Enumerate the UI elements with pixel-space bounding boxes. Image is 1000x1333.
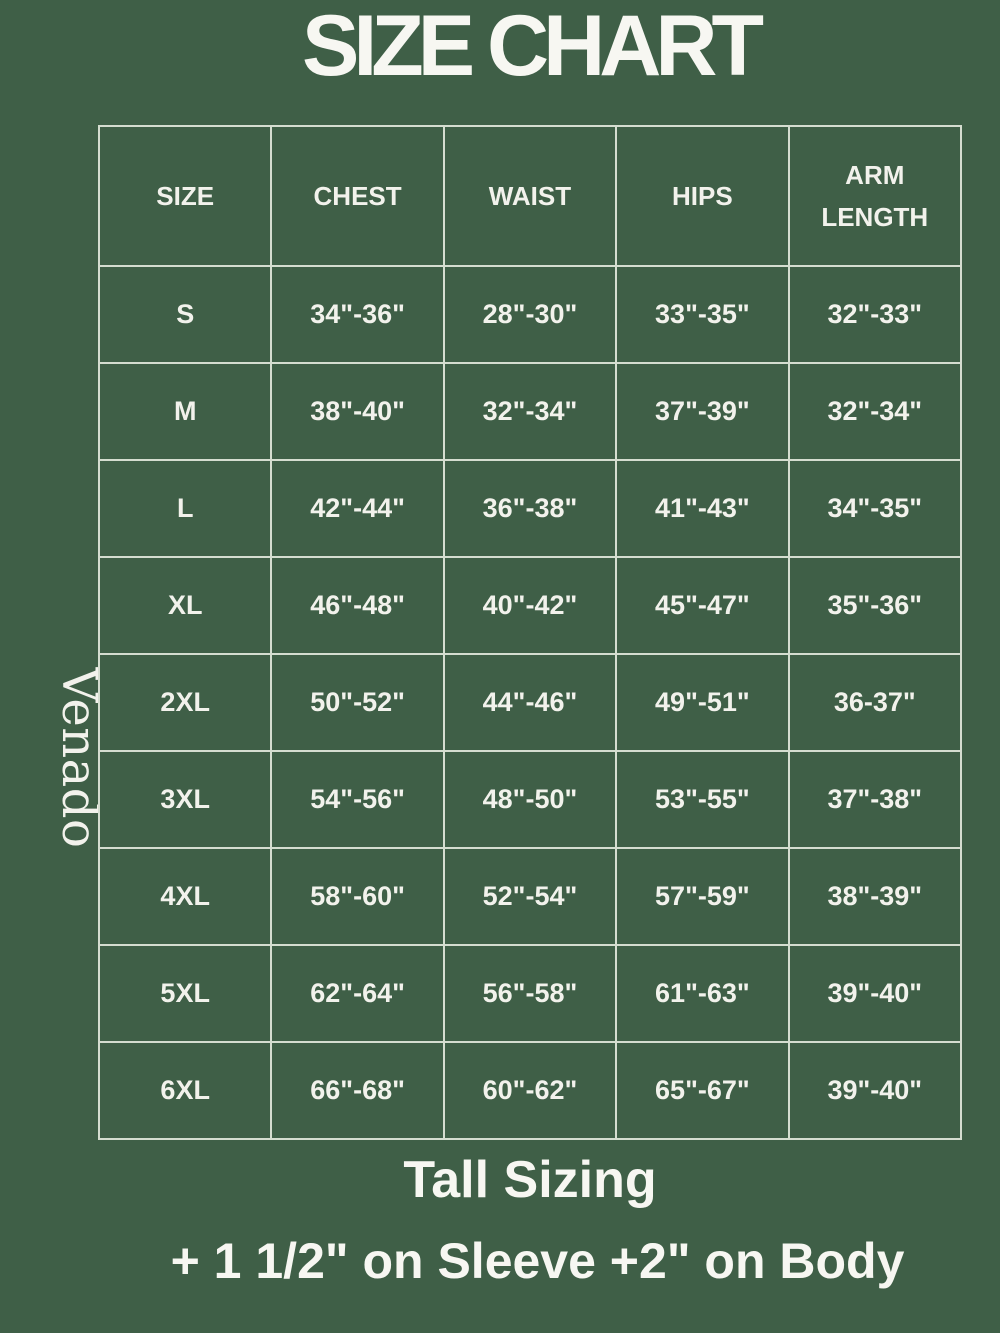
cell-arm-length: 39"-40" — [789, 1042, 961, 1139]
cell-waist: 40"-42" — [444, 557, 616, 654]
cell-hips: 57"-59" — [616, 848, 788, 945]
cell-chest: 58"-60" — [271, 848, 443, 945]
cell-arm-length: 39"-40" — [789, 945, 961, 1042]
table-row — [99, 363, 961, 460]
table-row — [99, 945, 961, 1042]
cell-waist: 32"-34" — [444, 363, 616, 460]
cell-arm-length: 38"-39" — [789, 848, 961, 945]
cell-size: XL — [99, 557, 271, 654]
cell-hips: 49"-51" — [616, 654, 788, 751]
cell-hips: 65"-67" — [616, 1042, 788, 1139]
size-table — [98, 125, 962, 1140]
header-size: SIZE — [99, 126, 271, 266]
cell-chest: 34"-36" — [271, 266, 443, 363]
cell-hips: 41"-43" — [616, 460, 788, 557]
cell-hips: 37"-39" — [616, 363, 788, 460]
cell-chest: 62"-64" — [271, 945, 443, 1042]
tall-sizing-title: Tall Sizing — [403, 1151, 657, 1209]
cell-arm-length: 37"-38" — [789, 751, 961, 848]
page-title: SIZE CHART — [302, 0, 758, 94]
cell-chest: 54"-56" — [271, 751, 443, 848]
cell-size: 4XL — [99, 848, 271, 945]
cell-chest: 50"-52" — [271, 654, 443, 751]
cell-arm-length: 32"-34" — [789, 363, 961, 460]
cell-waist: 56"-58" — [444, 945, 616, 1042]
cell-size: 2XL — [99, 654, 271, 751]
header-hips: HIPS — [616, 126, 788, 266]
cell-waist: 44"-46" — [444, 654, 616, 751]
table-row — [99, 848, 961, 945]
table-row — [99, 654, 961, 751]
cell-hips: 53"-55" — [616, 751, 788, 848]
cell-chest: 38"-40" — [271, 363, 443, 460]
table-row — [99, 460, 961, 557]
cell-waist: 36"-38" — [444, 460, 616, 557]
cell-arm-length: 32"-33" — [789, 266, 961, 363]
cell-size: M — [99, 363, 271, 460]
header-chest: CHEST — [271, 126, 443, 266]
cell-hips: 33"-35" — [616, 266, 788, 363]
table-body — [99, 266, 961, 1139]
header-arm-length: ARM LENGTH — [789, 126, 961, 266]
brand-logo — [26, 330, 107, 849]
cell-waist: 52"-54" — [444, 848, 616, 945]
brand-name: Venado — [51, 667, 107, 849]
cell-hips: 45"-47" — [616, 557, 788, 654]
cell-chest: 46"-48" — [271, 557, 443, 654]
cell-waist: 60"-62" — [444, 1042, 616, 1139]
table-row — [99, 751, 961, 848]
header-waist: WAIST — [444, 126, 616, 266]
cell-size: S — [99, 266, 271, 363]
cell-arm-length: 34"-35" — [789, 460, 961, 557]
cell-size: 6XL — [99, 1042, 271, 1139]
cell-chest: 66"-68" — [271, 1042, 443, 1139]
table-row — [99, 1042, 961, 1139]
tall-sizing-note: + 1 1/2" on Sleeve +2" on Body — [170, 1233, 905, 1289]
cell-hips: 61"-63" — [616, 945, 788, 1042]
cell-arm-length: 35"-36" — [789, 557, 961, 654]
table-row — [99, 557, 961, 654]
cell-size: 3XL — [99, 751, 271, 848]
cell-waist: 48"-50" — [444, 751, 616, 848]
table-header-row — [99, 126, 961, 266]
table-row — [99, 266, 961, 363]
cell-waist: 28"-30" — [444, 266, 616, 363]
cell-chest: 42"-44" — [271, 460, 443, 557]
cell-arm-length: 36-37" — [789, 654, 961, 751]
cell-size: L — [99, 460, 271, 557]
cell-size: 5XL — [99, 945, 271, 1042]
